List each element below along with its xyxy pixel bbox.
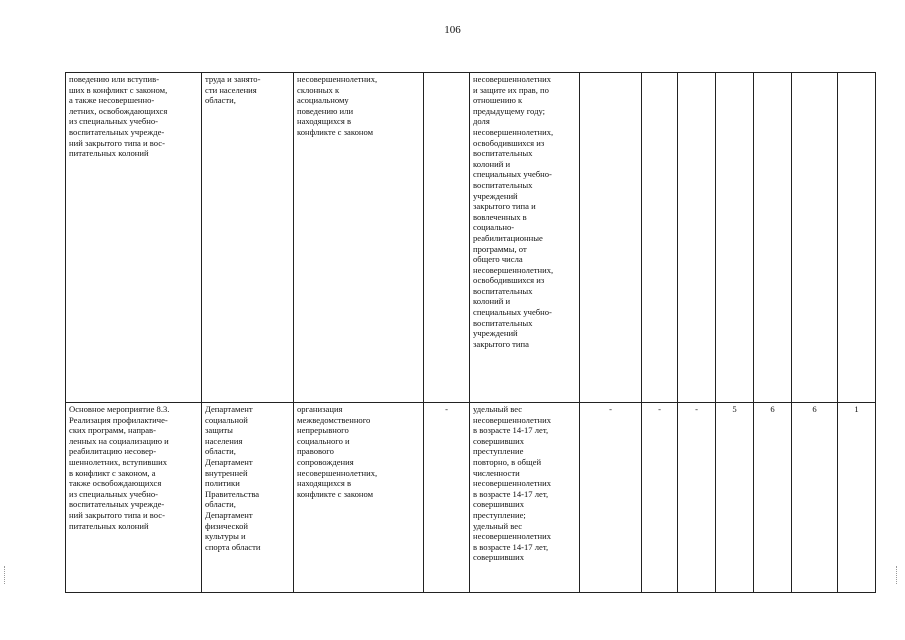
value-cell: [716, 73, 754, 403]
indicator-cell: несовершеннолетних и защите их прав, по отношению к предыдущему году; доля несовершеннолетних, освободившихся из воспитательных колоний и специальных учебно- воспитательных учреждений закрытого типа и вовлеченных в социально- реабилитационные программы, от общего числа несовершеннолетних, освободившихся из воспитательных колоний и специальных учебно- воспитательных учреждений закрытого типа: [470, 73, 580, 403]
scan-edge-mark: [896, 566, 900, 584]
consequence-cell: -: [424, 403, 470, 593]
expected-result-cell: организация межведомственного непрерывного социального и правового сопровождения несовершеннолетних, находящихся в конфликте с законом: [294, 403, 424, 593]
page-number: 106: [444, 24, 461, 36]
value-cell: 6: [792, 403, 838, 593]
indicator-cell: удельный вес несовершеннолетних в возрасте 14-17 лет, совершивших преступление повторно, в общей численности несовершеннолетних в возрасте 14-17 лет, совершивших преступление; удельный вес несовершеннолетних в возрасте 14-17 лет, совершивших: [470, 403, 580, 593]
value-cell: 5: [716, 403, 754, 593]
consequence-cell: [424, 73, 470, 403]
program-table: [65, 72, 876, 593]
executor-cell: труда и занято- сти населения области,: [202, 73, 294, 403]
value-cell: [580, 73, 642, 403]
scan-edge-mark: [4, 566, 8, 584]
table-row: [66, 73, 876, 403]
value-cell: -: [642, 403, 678, 593]
value-cell: 6: [754, 403, 792, 593]
value-cell: [838, 73, 876, 403]
value-cell: [678, 73, 716, 403]
table-row: [66, 403, 876, 593]
value-cell: 1: [838, 403, 876, 593]
event-name-cell: поведению или вступив- ших в конфликт с законом, а также несовершенно- летних, освобождающихся из специальных учебно- воспитательных учрежде- ний закрытого типа и вос- питательных колоний: [66, 73, 202, 403]
expected-result-cell: несовершеннолетних, склонных к асоциальному поведению или находящихся в конфликте с законом: [294, 73, 424, 403]
value-cell: -: [580, 403, 642, 593]
executor-cell: Департамент социальной защиты населения области, Департамент внутренней политики Правительства области, Департамент физической культуры и спорта области: [202, 403, 294, 593]
value-cell: -: [678, 403, 716, 593]
value-cell: [642, 73, 678, 403]
event-name-cell: Основное мероприятие 8.3. Реализация профилактиче- ских программ, направ- ленных на социализацию и реабилитацию несовер- шеннолетних, вступивших в конфликт с законом, а также освобождающихся из специальных учебно- воспитательных учрежде- ний закрытого типа и вос- питательных колоний: [66, 403, 202, 593]
value-cell: [792, 73, 838, 403]
value-cell: [754, 73, 792, 403]
